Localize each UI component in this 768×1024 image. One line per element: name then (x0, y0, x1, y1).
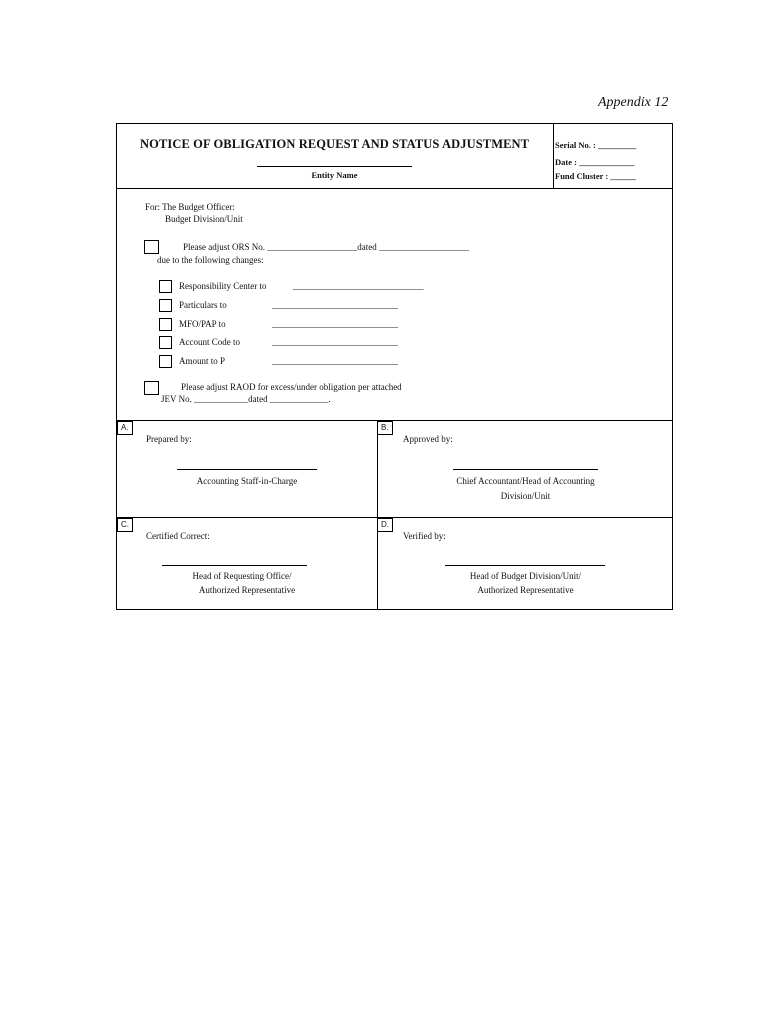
appendix-label: Appendix 12 (598, 95, 669, 110)
responsibility-center-blank[interactable]: _____________________________ (293, 281, 424, 291)
verified-by-title: Head of Budget Division/Unit/ (469, 571, 582, 581)
fund-cluster-field[interactable]: Fund Cluster : ______ (555, 171, 636, 181)
obligation-form (116, 123, 673, 610)
verified-by-signature-line[interactable] (445, 565, 605, 566)
section-d-tag: D. (377, 518, 393, 532)
section-c-tag: C. (117, 518, 133, 532)
signature-divider (377, 420, 378, 610)
prepared-by-title: Accounting Staff-in-Charge (196, 476, 298, 486)
for-line: For: The Budget Officer: (145, 202, 235, 212)
approved-by-title: Chief Accountant/Head of Accounting (456, 476, 595, 486)
changes-intro: due to the following changes: (157, 255, 264, 265)
mfo-pap-blank[interactable]: ____________________________ (272, 319, 398, 329)
form-title: NOTICE OF OBLIGATION REQUEST AND STATUS ADJUSTMENT (140, 137, 530, 151)
account-code-blank[interactable]: ____________________________ (272, 337, 398, 347)
prepared-by-label: Prepared by: (146, 434, 192, 444)
date-field[interactable]: Date : _____________ (555, 157, 635, 167)
account-code-label: Account Code to (179, 337, 240, 347)
signature-row-separator (117, 517, 672, 518)
approved-by-title-2: Division/Unit (500, 491, 551, 501)
particulars-checkbox[interactable] (159, 299, 172, 312)
section-b-tag: B. (377, 421, 393, 435)
section-a-tag: A. (117, 421, 133, 435)
amount-blank[interactable]: ____________________________ (272, 356, 398, 366)
verified-by-label: Verified by: (403, 531, 446, 541)
adjust-raod-checkbox[interactable] (144, 381, 159, 395)
certified-correct-title-2: Authorized Representative (198, 585, 296, 595)
serial-no-field[interactable]: Serial No. : _________ (555, 140, 637, 150)
certified-correct-title: Head of Requesting Office/ (192, 571, 292, 581)
responsibility-center-label: Responsibility Center to (179, 281, 267, 291)
budget-division-line: Budget Division/Unit (165, 214, 243, 224)
particulars-blank[interactable]: ____________________________ (272, 300, 398, 310)
prepared-by-signature-line[interactable] (177, 469, 317, 470)
approved-by-label: Approved by: (403, 434, 453, 444)
adjust-ors-line: Please adjust ORS No. ____________________dated ____________________ (183, 242, 469, 252)
certified-correct-signature-line[interactable] (162, 565, 307, 566)
mfo-pap-label: MFO/PAP to (179, 319, 226, 329)
header-divider (553, 124, 554, 188)
verified-by-title-2: Authorized Representative (477, 585, 574, 595)
account-code-checkbox[interactable] (159, 336, 172, 349)
jev-line: JEV No. ____________dated _____________. (161, 394, 331, 404)
responsibility-center-checkbox[interactable] (159, 280, 172, 293)
adjust-raod-line: Please adjust RAOD for excess/under obligation per attached (181, 382, 402, 392)
certified-correct-label: Certified Correct: (146, 531, 210, 541)
adjust-ors-checkbox[interactable] (144, 240, 159, 254)
particulars-label: Particulars to (179, 300, 227, 310)
approved-by-signature-line[interactable] (453, 469, 598, 470)
mfo-pap-checkbox[interactable] (159, 318, 172, 331)
amount-checkbox[interactable] (159, 355, 172, 368)
entity-name-line[interactable] (257, 166, 412, 167)
header-separator (117, 188, 672, 189)
body-separator (117, 420, 672, 421)
amount-label: Amount to P (179, 356, 226, 366)
entity-name-label: Entity Name (311, 170, 358, 180)
